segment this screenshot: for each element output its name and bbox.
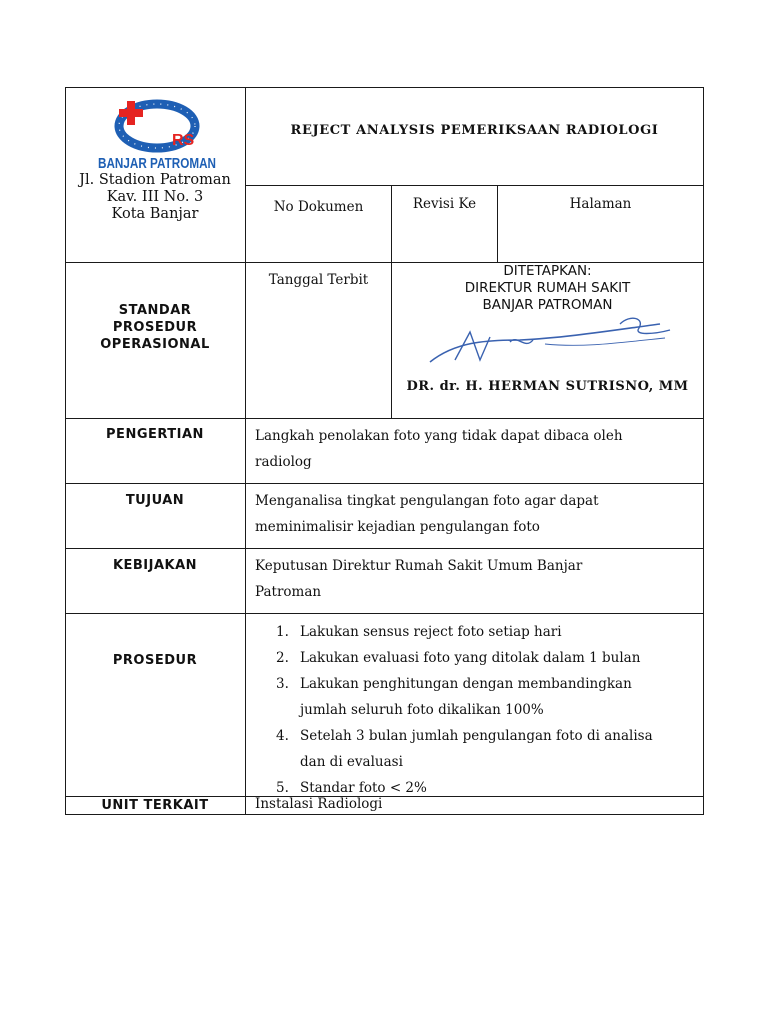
prosedur-item-number: 2.	[276, 650, 289, 666]
prosedur-item-line: dan di evaluasi	[300, 754, 403, 770]
prosedur-item-line: Lakukan penghitungan dengan membandingkan	[300, 676, 632, 692]
prosedur-item-number: 1.	[276, 624, 289, 640]
pengertian-line: radiolog	[255, 454, 312, 470]
kebijakan-line: Keputusan Direktur Rumah Sakit Umum Banjar	[255, 558, 583, 574]
ditetapkan-line: DIREKTUR RUMAH SAKIT	[464, 280, 631, 296]
logo-emblem-icon	[95, 95, 219, 173]
prosedur-item-line: Standar foto < 2%	[300, 780, 427, 796]
sop-document	[65, 87, 704, 815]
address-line: Kota Banjar	[111, 206, 199, 222]
tujuan-line: meminimalisir kejadian pengulangan foto	[255, 519, 540, 535]
kebijakan-label: KEBIJAKAN	[112, 558, 198, 573]
table-border-right	[703, 87, 704, 815]
director-name: DR. dr. H. HERMAN SUTRISNO, MM	[406, 379, 689, 394]
pengertian-label: PENGERTIAN	[106, 427, 204, 442]
signature-icon	[425, 312, 675, 372]
halaman-label: Halaman	[569, 196, 632, 212]
prosedur-item-number: 3.	[276, 676, 289, 692]
pengertian-line: Langkah penolakan foto yang tidak dapat dibaca oleh	[255, 428, 623, 444]
sop-label-line: OPERASIONAL	[100, 337, 210, 352]
document-title: REJECT ANALYSIS PEMERIKSAAN RADIOLOGI	[290, 123, 659, 138]
prosedur-item-line: jumlah seluruh foto dikalikan 100%	[300, 702, 544, 718]
prosedur-item-number: 4.	[276, 728, 289, 744]
tujuan-text	[255, 488, 695, 540]
hospital-logo	[95, 95, 219, 173]
prosedur-label: PROSEDUR	[112, 653, 198, 668]
prosedur-item	[255, 619, 695, 645]
unit-terkait-text: Instalasi Radiologi	[255, 796, 383, 812]
prosedur-item-line: Lakukan sensus reject foto setiap hari	[300, 624, 562, 640]
table-border-bottom	[65, 814, 704, 815]
kebijakan-line: Patroman	[255, 584, 322, 600]
address-line: Kav. III No. 3	[106, 189, 204, 205]
hospital-address	[65, 172, 245, 223]
prosedur-list	[255, 619, 695, 801]
table-divider	[245, 185, 704, 186]
no-dokumen-label: No Dokumen	[273, 199, 364, 215]
pengertian-text	[255, 423, 695, 475]
revisi-label: Revisi Ke	[412, 196, 477, 212]
tanggal-terbit-label: Tanggal Terbit	[268, 272, 369, 288]
ditetapkan-line: BANJAR PATROMAN	[482, 297, 613, 313]
ditetapkan-block	[392, 263, 703, 314]
prosedur-item	[255, 723, 695, 775]
logo-cross-horizontal	[119, 109, 143, 117]
tujuan-label: TUJUAN	[125, 493, 185, 508]
prosedur-item	[255, 671, 695, 723]
address-line: Jl. Stadion Patroman	[79, 172, 231, 188]
prosedur-item-number: 5.	[276, 780, 289, 796]
table-divider	[65, 418, 704, 419]
table-divider	[65, 613, 704, 614]
ditetapkan-line: DITETAPKAN:	[503, 263, 592, 279]
sop-label	[65, 302, 245, 353]
table-divider	[65, 548, 704, 549]
logo-name-text: BANJAR PATROMAN	[98, 156, 216, 172]
logo-rs-text: RS	[172, 132, 195, 149]
table-divider	[65, 483, 704, 484]
sop-label-line: STANDAR	[118, 303, 192, 318]
prosedur-item-line: Lakukan evaluasi foto yang ditolak dalam 1 bulan	[300, 650, 641, 666]
sop-label-line: PROSEDUR	[112, 320, 198, 335]
prosedur-item	[255, 645, 695, 671]
kebijakan-text	[255, 553, 695, 605]
table-border-top	[65, 87, 704, 88]
tujuan-line: Menganalisa tingkat pengulangan foto agar dapat	[255, 493, 599, 509]
prosedur-item-line: Setelah 3 bulan jumlah pengulangan foto di analisa	[300, 728, 653, 744]
unit-terkait-label: UNIT TERKAIT	[101, 798, 209, 813]
